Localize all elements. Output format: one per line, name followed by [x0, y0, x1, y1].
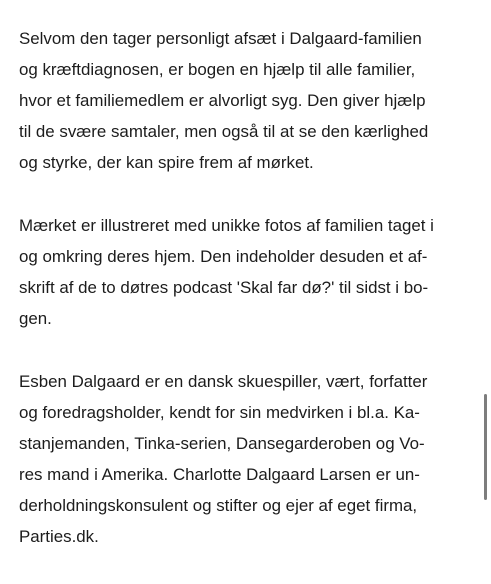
paragraph-illustrations [19, 210, 469, 334]
text-line: og omkring deres hjem. Den indeholder desuden et af- [19, 247, 428, 267]
text-line: hvor et familiemedlem er alvorligt syg. Den giver hjælp [19, 91, 426, 111]
text-line: stanjemanden, Tinka-serien, Dansegarderoben og Vo- [19, 434, 425, 454]
text-line: og foredragsholder, kendt for sin medvirken i bl.a. Ka- [19, 402, 420, 422]
text-line: Esben Dalgaard er en dansk skuespiller, vært, forfatter [19, 371, 428, 391]
paragraph-authors [19, 366, 469, 553]
description-text [19, 23, 469, 584]
text-line: Parties.dk. [19, 527, 99, 547]
text-line: derholdningskonsulent og stifter og ejer af eget firma, [19, 496, 418, 516]
text-line: Mærket er illustreret med unikke fotos af familien taget i [19, 215, 434, 235]
text-line: gen. [19, 309, 52, 329]
text-line: res mand i Amerika. Charlotte Dalgaard Larsen er un- [19, 465, 420, 485]
text-line: og kræftdiagnosen, er bogen en hjælp til alle familier, [19, 60, 416, 80]
text-line: til de svære samtaler, men også til at se den kærlighed [19, 122, 429, 142]
scrollbar-thumb[interactable] [484, 394, 487, 500]
text-line: Selvom den tager personligt afsæt i Dalgaard-familien [19, 29, 422, 48]
text-line: skrift af de to døtres podcast 'Skal far dø?' til sidst i bo- [19, 278, 429, 298]
paragraph-family-help [19, 23, 469, 178]
text-line: og styrke, der kan spire frem af mørket. [19, 153, 314, 173]
